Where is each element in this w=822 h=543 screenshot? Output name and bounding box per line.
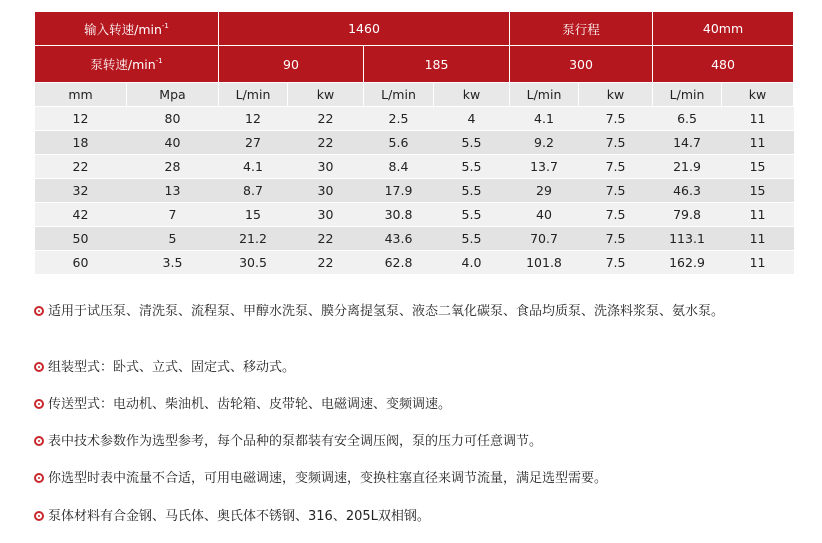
table-cell: 13 (127, 179, 219, 203)
table-cell: 113.1 (653, 227, 722, 251)
table-cell: 32 (35, 179, 127, 203)
table-row (35, 251, 794, 275)
table-cell: 29 (510, 179, 579, 203)
table-cell: 11 (722, 203, 794, 227)
note-item (34, 432, 542, 451)
pump-speed-value: 480 (653, 46, 794, 83)
table-cell: 15 (722, 155, 794, 179)
circle-bullet-icon (34, 362, 44, 372)
table-row (35, 227, 794, 251)
table-cell: 4 (434, 107, 510, 131)
unit-header-cell: L/min (219, 83, 288, 107)
table-cell: 70.7 (510, 227, 579, 251)
unit-header-row (35, 83, 794, 107)
table-cell: 3.5 (127, 251, 219, 275)
input-speed-value: 1460 (219, 12, 510, 46)
table-cell: 30.5 (219, 251, 288, 275)
table-cell: 6.5 (653, 107, 722, 131)
unit-header-cell: Mpa (127, 83, 219, 107)
table-cell: 7.5 (579, 107, 653, 131)
table-cell: 7.5 (579, 131, 653, 155)
note-text: 适用于试压泵、清洗泵、流程泵、甲醇水洗泵、膜分离提氢泵、液态二氧化碳泵、食品均质泵、洗涤料浆泵、氨水泵。 (48, 304, 725, 319)
table-cell: 12 (219, 107, 288, 131)
pump-spec-table (34, 11, 794, 275)
unit-header-cell: kw (722, 83, 794, 107)
table-row (35, 131, 794, 155)
table-cell: 40 (127, 131, 219, 155)
table-cell: 2.5 (364, 107, 434, 131)
table-cell: 30 (288, 179, 364, 203)
table-cell: 22 (35, 155, 127, 179)
table-cell: 8.4 (364, 155, 434, 179)
note-item (34, 395, 451, 414)
pump-speed-label: 泵转速/min (90, 57, 156, 72)
header-row-2 (35, 46, 794, 83)
pump-speed-value: 185 (364, 46, 510, 83)
table-cell: 7.5 (579, 227, 653, 251)
table-cell: 28 (127, 155, 219, 179)
pump-speed-value: 90 (219, 46, 364, 83)
table-cell: 21.9 (653, 155, 722, 179)
table-cell: 22 (288, 227, 364, 251)
unit-header-cell: L/min (653, 83, 722, 107)
table-cell: 22 (288, 107, 364, 131)
table-cell: 5.5 (434, 227, 510, 251)
input-speed-label: 输入转速/min (84, 21, 162, 37)
table-cell: 7.5 (579, 155, 653, 179)
table-cell: 43.6 (364, 227, 434, 251)
table-cell: 4.0 (434, 251, 510, 275)
table-cell: 40 (510, 203, 579, 227)
table-row (35, 155, 794, 179)
circle-bullet-icon (34, 399, 44, 409)
table-cell: 9.2 (510, 131, 579, 155)
table-cell: 50 (35, 227, 127, 251)
circle-bullet-icon (34, 511, 44, 521)
table-row (35, 203, 794, 227)
note-item (34, 507, 430, 526)
note-text: 传送型式：电动机、柴油机、齿轮箱、皮带轮、电磁调速、变频调速。 (48, 397, 452, 412)
unit-header-cell: mm (35, 83, 127, 107)
note-text: 泵体材料有合金钢、马氏体、奥氏体不锈钢、316、205L双相钢。 (48, 509, 430, 524)
table-cell: 11 (722, 107, 794, 131)
table-cell: 5 (127, 227, 219, 251)
note-item (34, 358, 295, 377)
table-row (35, 179, 794, 203)
note-text: 你选型时表中流量不合适，可用电磁调速，变频调速，变换柱塞直径来调节流量，满足选型需要。 (48, 471, 608, 486)
table-cell: 5.5 (434, 203, 510, 227)
table-cell: 4.1 (219, 155, 288, 179)
stroke-label: 泵行程 (510, 12, 653, 46)
table-cell: 15 (219, 203, 288, 227)
table-cell: 30 (288, 155, 364, 179)
pump-speed-label-cell (35, 46, 219, 83)
table-cell: 30.8 (364, 203, 434, 227)
stroke-value: 40mm (653, 12, 794, 46)
note-item (34, 302, 804, 321)
table-cell: 11 (722, 251, 794, 275)
input-speed-label-cell (35, 12, 219, 46)
table-cell: 5.5 (434, 155, 510, 179)
table-cell: 11 (722, 131, 794, 155)
pump-speed-value: 300 (510, 46, 653, 83)
table-cell: 4.1 (510, 107, 579, 131)
note-text: 表中技术参数作为选型参考，每个品种的泵都装有安全调压阀，泵的压力可任意调节。 (48, 434, 543, 449)
table-cell: 5.6 (364, 131, 434, 155)
table-cell: 17.9 (364, 179, 434, 203)
table-cell: 18 (35, 131, 127, 155)
table-cell: 7.5 (579, 179, 653, 203)
table-cell: 46.3 (653, 179, 722, 203)
unit-header-cell: L/min (364, 83, 434, 107)
table-cell: 13.7 (510, 155, 579, 179)
table-cell: 5.5 (434, 131, 510, 155)
table-cell: 30 (288, 203, 364, 227)
table-cell: 60 (35, 251, 127, 275)
table-cell: 15 (722, 179, 794, 203)
table-cell: 62.8 (364, 251, 434, 275)
table-body (35, 107, 794, 275)
table-cell: 7.5 (579, 203, 653, 227)
table-cell: 79.8 (653, 203, 722, 227)
unit-superscript: -1 (161, 21, 169, 30)
table-cell: 7.5 (579, 251, 653, 275)
table-cell: 8.7 (219, 179, 288, 203)
note-item (34, 469, 607, 488)
table-cell: 80 (127, 107, 219, 131)
table-row (35, 107, 794, 131)
table-cell: 11 (722, 227, 794, 251)
circle-bullet-icon (34, 473, 44, 483)
table-cell: 162.9 (653, 251, 722, 275)
table-cell: 22 (288, 251, 364, 275)
table-cell: 21.2 (219, 227, 288, 251)
table-cell: 22 (288, 131, 364, 155)
circle-bullet-icon (34, 306, 44, 316)
table-cell: 7 (127, 203, 219, 227)
table-cell: 14.7 (653, 131, 722, 155)
table-cell: 42 (35, 203, 127, 227)
unit-superscript: -1 (155, 57, 163, 65)
table-cell: 101.8 (510, 251, 579, 275)
unit-header-cell: kw (434, 83, 510, 107)
note-text: 组装型式：卧式、立式、固定式、移动式。 (48, 360, 296, 375)
table-cell: 5.5 (434, 179, 510, 203)
circle-bullet-icon (34, 436, 44, 446)
table-cell: 12 (35, 107, 127, 131)
table-cell: 27 (219, 131, 288, 155)
header-row-1 (35, 12, 794, 46)
unit-header-cell: kw (579, 83, 653, 107)
unit-header-cell: kw (288, 83, 364, 107)
unit-header-cell: L/min (510, 83, 579, 107)
